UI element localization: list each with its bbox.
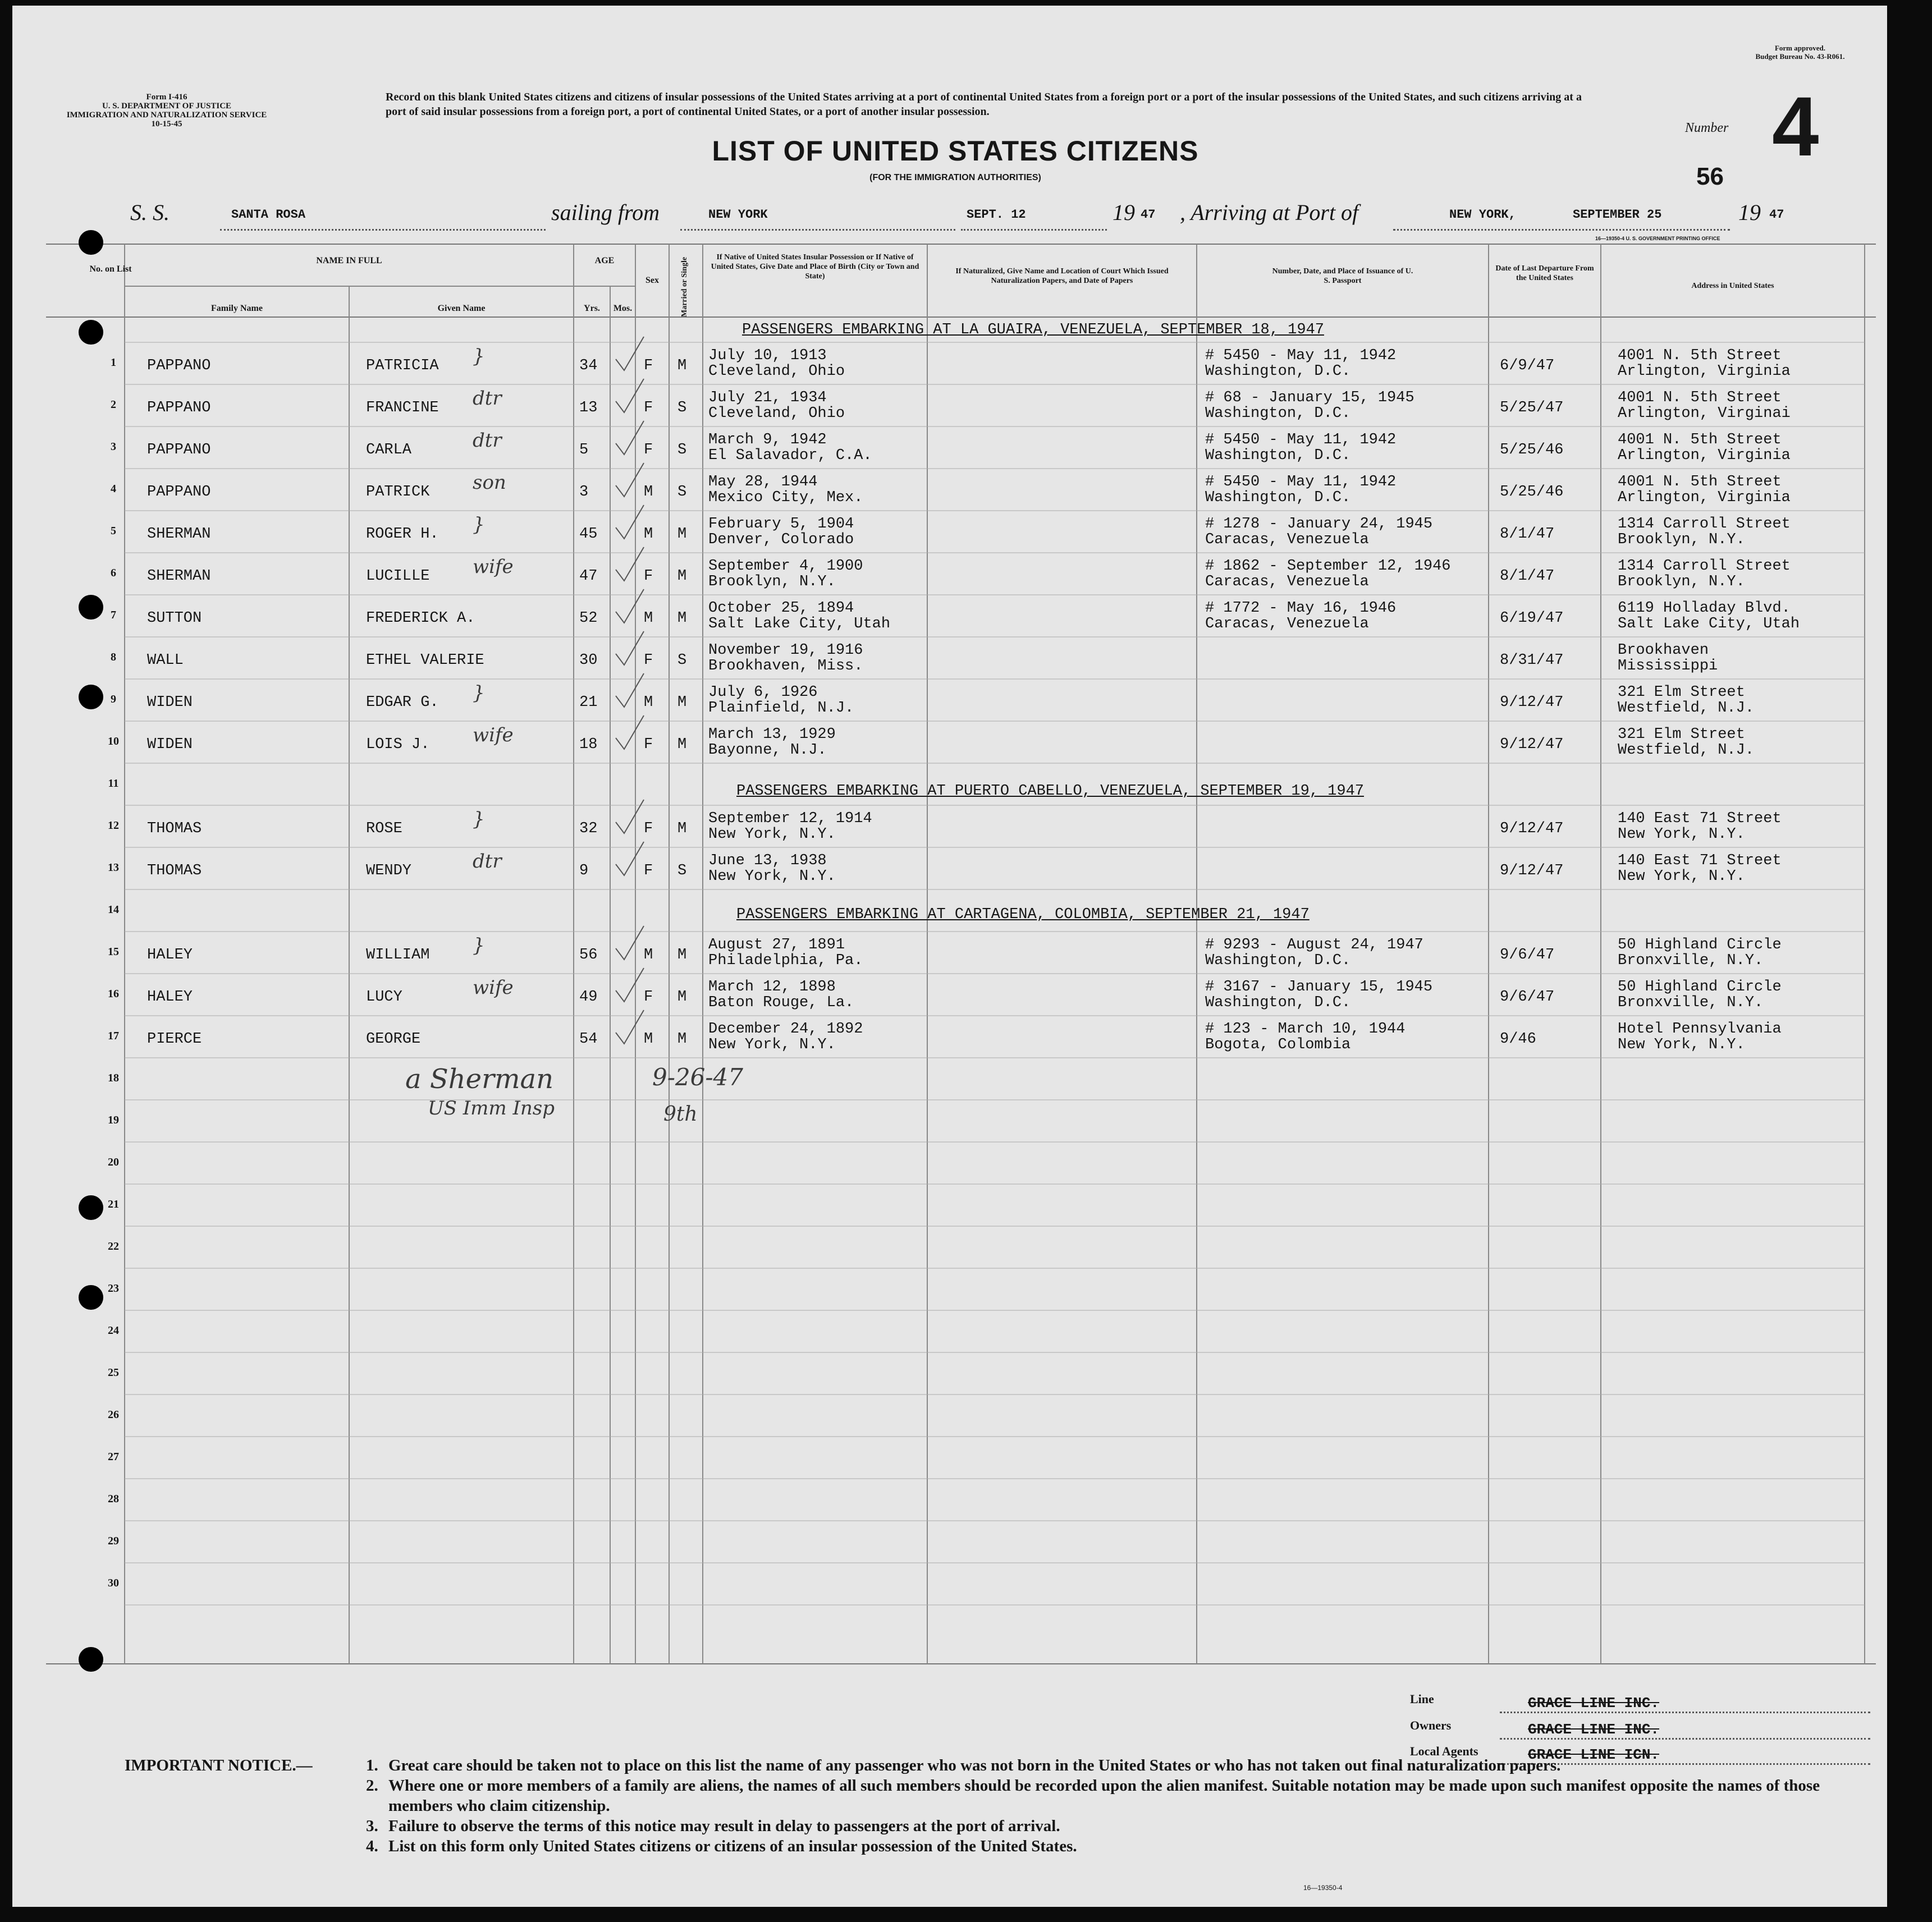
passenger-age-years: 54 [579, 1031, 598, 1048]
passenger-marital-status: S [677, 484, 687, 501]
header-married-single: Married or Single [680, 256, 689, 317]
passenger-address-line1: 4001 N. 5th Street [1618, 474, 1782, 490]
header-years: Yrs. [584, 304, 600, 313]
header-naturalized: If Naturalized, Give Name and Location of Court Which Issued Naturalization Papers, and Date of Papers [955, 267, 1169, 285]
passenger-birth-line2: El Salavador, C.A. [708, 447, 872, 464]
passenger-age-years: 49 [579, 989, 598, 1006]
passenger-birth-line2: New York, N.Y. [708, 1036, 836, 1053]
passenger-passport-line1: # 5450 - May 11, 1942 [1205, 347, 1397, 364]
passenger-given-name: EDGAR G. [366, 694, 439, 711]
relation-annotation: wife [473, 724, 514, 746]
passenger-birth-line1: March 13, 1929 [708, 726, 836, 743]
record-instructions: Record on this blank United States citizens and citizens of insular possessions of the United States arriving at a port of continental United States from a foreign port or a port of the insular possessions of the United States, and such citizens arriving at a port of said insular possessions from a foreign port, a port of continental United States, or a port of another insular possession. [386, 91, 1582, 118]
row-number: 30 [108, 1577, 119, 1589]
passenger-address-line1: 140 East 71 Street [1618, 852, 1782, 869]
row-number: 2 [111, 398, 116, 411]
departure-date: SEPT. 12 [967, 208, 1026, 222]
passenger-last-departure: 8/31/47 [1500, 652, 1564, 669]
passenger-sex: M [644, 1031, 653, 1048]
passenger-last-departure: 5/25/46 [1500, 442, 1564, 458]
printer-note: 16—19350-4 U. S. GOVERNMENT PRINTING OFFICE [1595, 236, 1720, 241]
passenger-address-line2: Salt Lake City, Utah [1618, 616, 1800, 632]
header-native-birth: If Native of United States Insular Possession or If Native of United States, Give Date and Place of Birth (City or Town and State) [711, 253, 919, 281]
passenger-last-departure: 9/12/47 [1500, 736, 1564, 753]
inspector-signature: a Sherman [405, 1063, 554, 1095]
passenger-birth-line1: June 13, 1938 [708, 852, 827, 869]
inspection-date: 9-26-47 [652, 1063, 743, 1091]
passenger-address-line2: Arlington, Virginia [1618, 447, 1791, 464]
port-line [680, 229, 955, 231]
passenger-sex: F [644, 863, 653, 879]
passenger-sex: F [644, 357, 653, 374]
row-number: 1 [111, 356, 116, 369]
number-label: Number [1685, 121, 1729, 135]
passenger-address-line2: New York, N.Y. [1618, 826, 1745, 843]
passenger-last-departure: 9/6/47 [1500, 989, 1555, 1006]
header-sex: Sex [645, 276, 659, 285]
page-number: 56 [1696, 163, 1724, 190]
inspector-title: US Imm Insp [428, 1097, 555, 1120]
passenger-family-name: WIDEN [147, 736, 193, 753]
notice-item-number: 1. [366, 1756, 378, 1774]
row-number: 20 [108, 1156, 119, 1168]
passenger-marital-status: M [677, 989, 687, 1006]
arrival-year: 47 [1769, 208, 1784, 222]
passenger-birth-line2: Denver, Colorado [708, 531, 854, 548]
passenger-age-years: 9 [579, 863, 589, 879]
notice-item-text: List on this form only United States citizens or citizens of an insular possession of the United States. [388, 1837, 1077, 1855]
passenger-sex: F [644, 400, 653, 416]
passenger-passport-line2: Caracas, Venezuela [1205, 574, 1369, 590]
passenger-marital-status: M [677, 526, 687, 543]
section-heading-la-guaira: PASSENGERS EMBARKING AT LA GUAIRA, VENEZUELA, SEPTEMBER 18, 1947 [742, 322, 1324, 338]
relation-annotation: son [473, 471, 506, 494]
notice-item [125, 1776, 1865, 1816]
passenger-address-line1: 1314 Carroll Street [1618, 516, 1791, 533]
passenger-birth-line2: Baton Rouge, La. [708, 994, 854, 1011]
notice-item [125, 1836, 1865, 1856]
passenger-birth-line1: November 19, 1916 [708, 642, 863, 659]
approval-line: Form approved. [1774, 44, 1826, 52]
passenger-passport-line1: # 3167 - January 15, 1945 [1205, 979, 1433, 996]
passenger-family-name: WIDEN [147, 694, 193, 711]
passenger-birth-line1: March 12, 1898 [708, 979, 836, 996]
relation-annotation: wife [473, 556, 514, 578]
relation-annotation: } [473, 513, 485, 536]
form-number: Form I-416 [146, 93, 187, 102]
date-line [961, 229, 1107, 231]
passenger-age-years: 30 [579, 652, 598, 669]
passenger-sex: M [644, 526, 653, 543]
passenger-family-name: PAPPANO [147, 484, 211, 501]
passenger-birth-line1: March 9, 1942 [708, 432, 827, 448]
passenger-birth-line2: Brooklyn, N.Y. [708, 574, 836, 590]
passenger-given-name: ROGER H. [366, 526, 439, 543]
passenger-sex: M [644, 484, 653, 501]
row-number: 3 [111, 441, 116, 453]
header-no: No. on List [89, 264, 132, 274]
arrival-port: NEW YORK, [1449, 208, 1516, 222]
punch-hole [79, 1647, 103, 1672]
department: U. S. DEPARTMENT OF JUSTICE [102, 102, 232, 111]
ss-label: S. S. [130, 200, 170, 225]
passenger-passport-line2: Washington, D.C. [1205, 952, 1351, 969]
passenger-passport-line1: # 123 - March 10, 1944 [1205, 1021, 1405, 1038]
passenger-address-line2: Westfield, N.J. [1618, 742, 1755, 759]
header-address: Address in United States [1691, 282, 1774, 290]
passenger-birth-line2: Cleveland, Ohio [708, 363, 845, 380]
passenger-last-departure: 6/19/47 [1500, 610, 1564, 627]
manifest-sheet [12, 6, 1887, 1907]
passenger-family-name: THOMAS [147, 863, 202, 879]
notice-item [125, 1755, 1865, 1776]
header-last-departure: Date of Last Departure From the United States [1495, 264, 1594, 282]
row-number: 8 [111, 651, 116, 663]
header-months: Mos. [613, 304, 633, 313]
passenger-birth-line1: May 28, 1944 [708, 474, 818, 490]
passenger-family-name: SHERMAN [147, 526, 211, 543]
passenger-passport-line1: # 1862 - September 12, 1946 [1205, 558, 1451, 575]
page-subtitle: (FOR THE IMMIGRATION AUTHORITIES) [869, 173, 1041, 182]
row-number: 28 [108, 1493, 119, 1505]
relation-annotation: } [473, 682, 485, 704]
row-number: 14 [108, 903, 119, 916]
passenger-marital-status: M [677, 694, 687, 711]
relation-annotation: dtr [473, 850, 502, 873]
header-age: AGE [594, 256, 615, 265]
passenger-last-departure: 5/25/47 [1500, 400, 1564, 416]
footer-code: 16—19350-4 [1303, 1884, 1343, 1892]
passenger-address-line1: 1314 Carroll Street [1618, 558, 1791, 575]
passenger-birth-line1: September 12, 1914 [708, 810, 872, 827]
passenger-family-name: PAPPANO [147, 442, 211, 458]
row-number: 18 [108, 1072, 119, 1084]
passenger-last-departure: 6/9/47 [1500, 357, 1555, 374]
passenger-address-line2: Westfield, N.J. [1618, 700, 1755, 717]
passenger-marital-status: M [677, 736, 687, 753]
row-number: 17 [108, 1030, 119, 1042]
ship-name: SANTA ROSA [231, 208, 306, 222]
passenger-passport-line1: # 5450 - May 11, 1942 [1205, 474, 1397, 490]
passenger-sex: F [644, 736, 653, 753]
passenger-passport-line1: # 1278 - January 24, 1945 [1205, 516, 1433, 533]
passenger-family-name: PAPPANO [147, 357, 211, 374]
owners-rule [1500, 1738, 1870, 1740]
header-given-name: Given Name [437, 304, 486, 313]
passenger-age-years: 45 [579, 526, 598, 543]
row-number: 13 [108, 861, 119, 874]
passenger-family-name: HALEY [147, 989, 193, 1006]
punch-hole [79, 320, 103, 345]
relation-annotation: } [473, 808, 485, 831]
passenger-birth-line1: September 4, 1900 [708, 558, 863, 575]
passenger-birth-line1: August 27, 1891 [708, 937, 845, 953]
ruled-grid [12, 6, 1887, 1907]
arrival-line [1393, 229, 1730, 231]
relation-annotation: } [473, 345, 485, 368]
passenger-birth-line2: Cleveland, Ohio [708, 405, 845, 422]
passenger-given-name: FRANCINE [366, 400, 439, 416]
passenger-birth-line2: Mexico City, Mex. [708, 489, 863, 506]
passenger-marital-status: S [677, 652, 687, 669]
passenger-marital-status: S [677, 442, 687, 458]
passenger-address-line1: Brookhaven [1618, 642, 1709, 659]
row-number: 23 [108, 1282, 119, 1295]
passenger-birth-line1: July 10, 1913 [708, 347, 827, 364]
row-number: 25 [108, 1366, 119, 1379]
passenger-birth-line1: December 24, 1892 [708, 1021, 863, 1038]
passenger-address-line2: Mississippi [1618, 658, 1718, 675]
passenger-birth-line1: February 5, 1904 [708, 516, 854, 533]
row-number: 16 [108, 988, 119, 1000]
header-passport: Number, Date, and Place of Issuance of U. S. Passport [1272, 267, 1413, 285]
passenger-address-line2: Brooklyn, N.Y. [1618, 531, 1745, 548]
passenger-address-line2: Arlington, Virginia [1618, 489, 1791, 506]
passenger-marital-status: M [677, 610, 687, 627]
notice-item [125, 1816, 1865, 1836]
line-label: Line [1410, 1692, 1434, 1706]
passenger-passport-line1: # 1772 - May 16, 1946 [1205, 600, 1397, 617]
passenger-age-years: 3 [579, 484, 589, 501]
passenger-passport-line2: Bogota, Colombia [1205, 1036, 1351, 1053]
passenger-birth-line2: Brookhaven, Miss. [708, 658, 863, 675]
passenger-last-departure: 9/12/47 [1500, 863, 1564, 879]
passenger-address-line1: Hotel Pennsylvania [1618, 1021, 1782, 1038]
row-number: 27 [108, 1451, 119, 1463]
passenger-address-line2: Bronxville, N.Y. [1618, 952, 1764, 969]
passenger-age-years: 21 [579, 694, 598, 711]
section-heading-puerto-cabello: PASSENGERS EMBARKING AT PUERTO CABELLO, VENEZUELA, SEPTEMBER 19, 1947 [736, 783, 1364, 800]
form-identifier [35, 93, 299, 129]
passenger-passport-line1: # 5450 - May 11, 1942 [1205, 432, 1397, 448]
passenger-family-name: PAPPANO [147, 400, 211, 416]
passenger-marital-status: M [677, 947, 687, 964]
sailing-label: sailing from [551, 200, 660, 225]
passenger-address-line2: Brooklyn, N.Y. [1618, 574, 1745, 590]
passenger-marital-status: M [677, 1031, 687, 1048]
row-number: 15 [108, 946, 119, 958]
passenger-birth-line2: Plainfield, N.J. [708, 700, 854, 717]
passenger-marital-status: S [677, 400, 687, 416]
arriving-label: , Arriving at Port of [1180, 200, 1359, 225]
row-number: 21 [108, 1198, 119, 1210]
passenger-sex: F [644, 989, 653, 1006]
passenger-birth-line2: Philadelphia, Pa. [708, 952, 863, 969]
row-number: 4 [111, 483, 116, 495]
budget-bureau-line: Budget Bureau No. 43-R061. [1755, 52, 1845, 61]
passenger-address-line1: 4001 N. 5th Street [1618, 347, 1782, 364]
notice-lead: IMPORTANT NOTICE.— [125, 1756, 313, 1774]
ship-line [220, 229, 546, 231]
passenger-given-name: PATRICK [366, 484, 430, 501]
passenger-given-name: GEORGE [366, 1031, 421, 1048]
notice-list [125, 1755, 1865, 1856]
notice-item-text: Where one or more members of a family are aliens, the names of all such members should be recorded upon the alien manifest. Suitable notation may be made upon such manifest opposite the names of those members who claim citizenship. [388, 1777, 1820, 1815]
passenger-marital-status: M [677, 820, 687, 837]
header-name-in-full: NAME IN FULL [316, 256, 382, 265]
passenger-address-line1: 4001 N. 5th Street [1618, 389, 1782, 406]
list-number: 4 [1772, 79, 1819, 173]
section-heading-cartagena: PASSENGERS EMBARKING AT CARTAGENA, COLOMBIA, SEPTEMBER 21, 1947 [736, 906, 1310, 923]
passenger-family-name: PIERCE [147, 1031, 202, 1048]
passenger-given-name: LOIS J. [366, 736, 430, 753]
passenger-passport-line1: # 68 - January 15, 1945 [1205, 389, 1414, 406]
passenger-birth-line2: Bayonne, N.J. [708, 742, 827, 759]
row-number: 10 [108, 735, 119, 747]
passenger-address-line2: Bronxville, N.Y. [1618, 994, 1764, 1011]
passenger-sex: M [644, 694, 653, 711]
form-date: 10-15-45 [151, 120, 182, 129]
service: IMMIGRATION AND NATURALIZATION SERVICE [66, 111, 267, 120]
relation-annotation: dtr [473, 429, 502, 452]
row-number: 6 [111, 567, 116, 579]
passenger-marital-status: M [677, 357, 687, 374]
line-rule [1500, 1712, 1870, 1713]
relation-annotation: dtr [473, 387, 502, 410]
passenger-family-name: SUTTON [147, 610, 202, 627]
departure-port: NEW YORK [708, 208, 768, 222]
passenger-family-name: WALL [147, 652, 184, 669]
header-family-name: Family Name [211, 304, 263, 313]
notice-item-number: 4. [366, 1837, 378, 1855]
row-number: 29 [108, 1535, 119, 1547]
passenger-address-line2: Arlington, Virginia [1618, 363, 1791, 380]
arrival-date: SEPTEMBER 25 [1573, 208, 1662, 222]
row-number: 11 [108, 777, 119, 790]
passenger-given-name: WILLIAM [366, 947, 430, 964]
passenger-passport-line2: Caracas, Venezuela [1205, 531, 1369, 548]
passenger-address-line1: 321 Elm Street [1618, 726, 1745, 743]
row-number: 7 [111, 609, 116, 621]
row-number: 12 [108, 819, 119, 832]
row-number: 5 [111, 525, 116, 537]
passenger-birth-line2: New York, N.Y. [708, 826, 836, 843]
passenger-passport-line2: Washington, D.C. [1205, 994, 1351, 1011]
passenger-age-years: 32 [579, 820, 598, 837]
relation-annotation: } [473, 934, 485, 957]
passenger-marital-status: S [677, 863, 687, 879]
passenger-age-years: 56 [579, 947, 598, 964]
year-prefix: 19 [1112, 200, 1135, 225]
passenger-family-name: HALEY [147, 947, 193, 964]
row-number: 24 [108, 1324, 119, 1337]
passenger-address-line1: 6119 Holladay Blvd. [1618, 600, 1791, 617]
notice-item-text: Great care should be taken not to place on this list the name of any passenger who was not born in the United States or who has not taken out final naturalization papers. [388, 1756, 1561, 1774]
passenger-sex: F [644, 568, 653, 585]
passenger-passport-line2: Washington, D.C. [1205, 363, 1351, 380]
passenger-sex: F [644, 442, 653, 458]
passenger-passport-line2: Washington, D.C. [1205, 447, 1351, 464]
passenger-given-name: FREDERICK A. [366, 610, 475, 627]
arrival-year-prefix: 19 [1738, 200, 1761, 225]
passenger-given-name: ETHEL VALERIE [366, 652, 484, 669]
row-number: 9 [111, 693, 116, 705]
passenger-given-name: CARLA [366, 442, 412, 458]
passenger-sex: M [644, 610, 653, 627]
punch-hole [79, 230, 103, 255]
form-approval [1719, 44, 1881, 61]
passenger-marital-status: M [677, 568, 687, 585]
relation-annotation: wife [473, 976, 514, 999]
passenger-last-departure: 9/6/47 [1500, 947, 1555, 964]
departure-year: 47 [1141, 208, 1156, 222]
passenger-birth-line2: New York, N.Y. [708, 868, 836, 885]
passenger-passport-line2: Washington, D.C. [1205, 489, 1351, 506]
passenger-last-departure: 9/12/47 [1500, 694, 1564, 711]
row-number: 22 [108, 1240, 119, 1253]
passenger-birth-line1: October 25, 1894 [708, 600, 854, 617]
passenger-address-line2: New York, N.Y. [1618, 1036, 1745, 1053]
line-value: GRACE LINE INC. [1528, 1695, 1660, 1712]
passenger-last-departure: 9/46 [1500, 1031, 1536, 1048]
passenger-address-line2: New York, N.Y. [1618, 868, 1745, 885]
row-number: 19 [108, 1114, 119, 1126]
passenger-last-departure: 8/1/47 [1500, 526, 1555, 543]
passenger-last-departure: 8/1/47 [1500, 568, 1555, 585]
owners-value: GRACE LINE INC. [1528, 1721, 1660, 1738]
passenger-given-name: PATRICIA [366, 357, 439, 374]
passenger-address-line1: 140 East 71 Street [1618, 810, 1782, 827]
passenger-last-departure: 9/12/47 [1500, 820, 1564, 837]
passenger-sex: M [644, 947, 653, 964]
page-title: LIST OF UNITED STATES CITIZENS [712, 135, 1199, 167]
passenger-age-years: 5 [579, 442, 589, 458]
passenger-passport-line2: Caracas, Venezuela [1205, 616, 1369, 632]
passenger-address-line1: 50 Highland Circle [1618, 937, 1782, 953]
row-number: 26 [108, 1409, 119, 1421]
passenger-age-years: 52 [579, 610, 598, 627]
passenger-given-name: WENDY [366, 863, 412, 879]
passenger-age-years: 47 [579, 568, 598, 585]
passenger-passport-line1: # 9293 - August 24, 1947 [1205, 937, 1423, 953]
passenger-address-line1: 321 Elm Street [1618, 684, 1745, 701]
owners-label: Owners [1410, 1718, 1452, 1732]
passenger-birth-line2: Salt Lake City, Utah [708, 616, 891, 632]
passenger-sex: F [644, 820, 653, 837]
notice-item-number: 3. [366, 1817, 378, 1835]
passenger-given-name: LUCILLE [366, 568, 430, 585]
notice-item-number: 2. [366, 1777, 378, 1795]
passenger-last-departure: 5/25/46 [1500, 484, 1564, 501]
passenger-given-name: ROSE [366, 820, 402, 837]
passenger-birth-line1: July 6, 1926 [708, 684, 818, 701]
passenger-family-name: THOMAS [147, 820, 202, 837]
local-agents-label: Local Agents [1410, 1744, 1478, 1758]
local-agents-value: GRACE LINE ICN. [1528, 1746, 1660, 1763]
passenger-address-line1: 50 Highland Circle [1618, 979, 1782, 996]
notice-item-text: Failure to observe the terms of this notice may result in delay to passengers at the port of arrival. [388, 1817, 1060, 1835]
passenger-sex: F [644, 652, 653, 669]
passenger-given-name: LUCY [366, 989, 402, 1006]
passenger-address-line2: Arlington, Virginai [1618, 405, 1791, 422]
passenger-address-line1: 4001 N. 5th Street [1618, 432, 1782, 448]
inspection-note: 9th [663, 1103, 698, 1126]
passenger-birth-line1: July 21, 1934 [708, 389, 827, 406]
passenger-age-years: 13 [579, 400, 598, 416]
passenger-passport-line2: Washington, D.C. [1205, 405, 1351, 422]
passenger-family-name: SHERMAN [147, 568, 211, 585]
passenger-age-years: 34 [579, 357, 598, 374]
passenger-age-years: 18 [579, 736, 598, 753]
